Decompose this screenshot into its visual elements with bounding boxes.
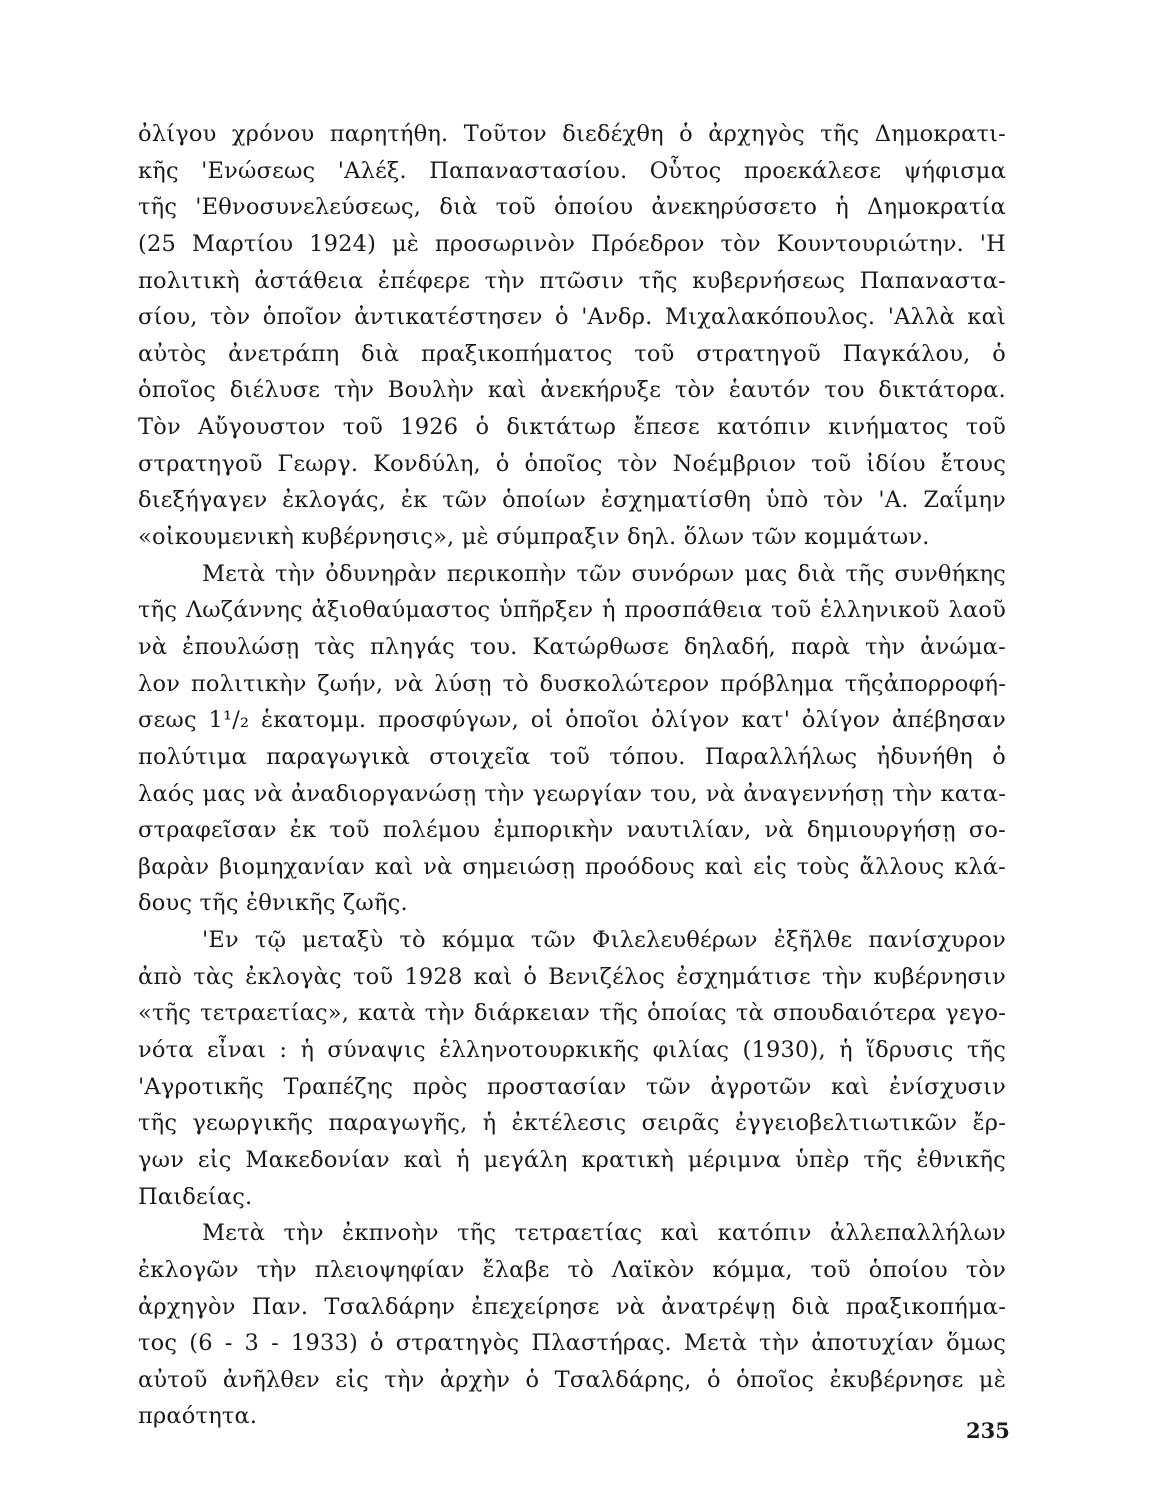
text-line: τῆς 'Εθνοσυνελεύσεως, διὰ τοῦ ὁποίου ἀνεκηρύσσετο ἡ Δημοκρατία <box>138 194 1006 221</box>
text-line: ἀπὸ τὰς ἐκλογὰς τοῦ 1928 καὶ ὁ Βενιζέλος ἐσχημάτισε τὴν κυβέρνησιν <box>138 963 1006 990</box>
text-line: λον πολιτικὴν ζωήν, νὰ λύσῃ τὸ δυσκολώτερον πρόβλημα τῆςἀπορροφή- <box>138 670 1006 697</box>
text-line: γων εἰς Μακεδονίαν καὶ ἡ μεγάλη κρατικὴ μέριμνα ὑπὲρ τῆς ἐθνικῆς <box>138 1146 1006 1173</box>
text-line: δους τῆς ἐθνικῆς ζωῆς. <box>138 890 408 917</box>
body-text <box>138 116 1006 1435</box>
text-line: σεως 1¹/₂ ἑκατομμ. προσφύγων, οἱ ὁποῖοι ὀλίγον κατ' ὀλίγον ἀπέβησαν <box>138 707 1006 734</box>
text-line: «τῆς τετραετίας», κατὰ τὴν διάρκειαν τῆς ὁποίας τὰ σπουδαιότερα γεγο- <box>138 1000 1006 1027</box>
text-line: ἐκλογῶν τὴν πλειοψηφίαν ἔλαβε τὸ Λαϊκὸν κόμμα, τοῦ ὁποίου τὸν <box>138 1256 1006 1283</box>
text-line: λαός μας νὰ ἀναδιοργανώσῃ τὴν γεωργίαν του, νὰ ἀναγεννήσῃ τὴν κατα- <box>138 780 1006 807</box>
text-line: κῆς 'Ενώσεως 'Αλέξ. Παπαναστασίου. Οὗτος προεκάλεσε ψήφισμα <box>138 157 1006 184</box>
paragraph-start-line: Μετὰ τὴν ἐκπνοὴν τῆς τετραετίας καὶ κατόπιν ἀλλεπαλλήλων <box>202 1220 1006 1247</box>
paragraph-start-line: Μετὰ τὴν ὀδυνηρὰν περικοπὴν τῶν συνόρων μας διὰ τῆς συνθήκης <box>202 560 1006 587</box>
text-line: αὐτοῦ ἀνῆλθεν εἰς τὴν ἀρχὴν ὁ Τσαλδάρης, ὁ ὁποῖος ἐκυβέρνησε μὲ <box>138 1366 1006 1393</box>
text-line: διεξήγαγεν ἐκλογάς, ἐκ τῶν ὁποίων ἐσχηματίσθη ὑπὸ τὸν 'Α. Ζαΐμην <box>138 487 1006 514</box>
text-line: νὰ ἐπουλώσῃ τὰς πληγάς του. Κατώρθωσε δηλαδή, παρὰ τὴν ἀνώμα- <box>138 633 1006 660</box>
text-line: στραφεῖσαν ἐκ τοῦ πολέμου ἐμπορικὴν ναυτιλίαν, νὰ δημιουργήσῃ σο- <box>138 817 1006 844</box>
text-line: πολιτικὴ ἀστάθεια ἐπέφερε τὴν πτῶσιν τῆς κυβερνήσεως Παπαναστα- <box>138 267 1006 294</box>
text-line: (25 Μαρτίου 1924) μὲ προσωρινὸν Πρόεδρον τὸν Κουντουριώτην. 'Η <box>138 230 1006 257</box>
text-line: στρατηγοῦ Γεωργ. Κονδύλη, ὁ ὁποῖος τὸν Νοέμβριον τοῦ ἰδίου ἔτους <box>138 450 1006 477</box>
text-line: τος (6 - 3 - 1933) ὁ στρατηγὸς Πλαστήρας. Μετὰ τὴν ἀποτυχίαν ὅμως <box>138 1330 1006 1357</box>
text-line: νότα εἶναι : ἡ σύναψις ἑλληνοτουρκικῆς φιλίας (1930), ἡ ἵδρυσις τῆς <box>138 1037 1006 1064</box>
text-line: «οἰκουμενικὴ κυβέρνησις», μὲ σύμπραξιν δηλ. ὅλων τῶν κομμάτων. <box>138 524 930 551</box>
text-line: τῆς γεωργικῆς παραγωγῆς, ἡ ἐκτέλεσις σειρᾶς ἐγγειοβελτιωτικῶν ἔρ- <box>138 1110 1006 1137</box>
text-line: πραότητα. <box>138 1403 258 1430</box>
text-line: αὐτὸς ἀνετράπη διὰ πραξικοπήματος τοῦ στρατηγοῦ Παγκάλου, ὁ <box>138 340 1006 367</box>
page-number: 235 <box>966 1418 1010 1443</box>
text-line: βαρὰν βιομηχανίαν καὶ νὰ σημειώσῃ προόδους καὶ εἰς τοὺς ἄλλους κλά- <box>138 853 1006 880</box>
text-line: Τὸν Αὔγουστον τοῦ 1926 ὁ δικτάτωρ ἔπεσε κατόπιν κινήματος τοῦ <box>138 414 1006 441</box>
text-line: τῆς Λωζάννης ἀξιοθαύμαστος ὑπῆρξεν ἡ προσπάθεια τοῦ ἑλληνικοῦ λαοῦ <box>138 597 1006 624</box>
text-line: πολύτιμα παραγωγικὰ στοιχεῖα τοῦ τόπου. Παραλλήλως ἠδυνήθη ὁ <box>138 743 1006 770</box>
text-line: Παιδείας. <box>138 1183 253 1210</box>
text-line: ὀλίγου χρόνου παρητήθη. Τοῦτον διεδέχθη ὁ ἀρχηγὸς τῆς Δημοκρατι- <box>138 121 1006 147</box>
paragraph-start-line: 'Εν τῷ μεταξὺ τὸ κόμμα τῶν Φιλελευθέρων ἐξῆλθε πανίσχυρον <box>202 927 1006 954</box>
text-line: σίου, τὸν ὁποῖον ἀντικατέστησεν ὁ 'Ανδρ. Μιχαλακόπουλος. 'Αλλὰ καὶ <box>138 304 1006 331</box>
text-line: ἀρχηγὸν Παν. Τσαλδάρην ἐπεχείρησε νὰ ἀνατρέψῃ διὰ πραξικοπήμα- <box>138 1293 1006 1320</box>
text-line: 'Αγροτικῆς Τραπέζης πρὸς προστασίαν τῶν ἀγροτῶν καὶ ἐνίσχυσιν <box>138 1073 1006 1100</box>
text-line: ὁποῖος διέλυσε τὴν Βουλὴν καὶ ἀνεκήρυξε τὸν ἑαυτόν του δικτάτορα. <box>138 377 1006 404</box>
